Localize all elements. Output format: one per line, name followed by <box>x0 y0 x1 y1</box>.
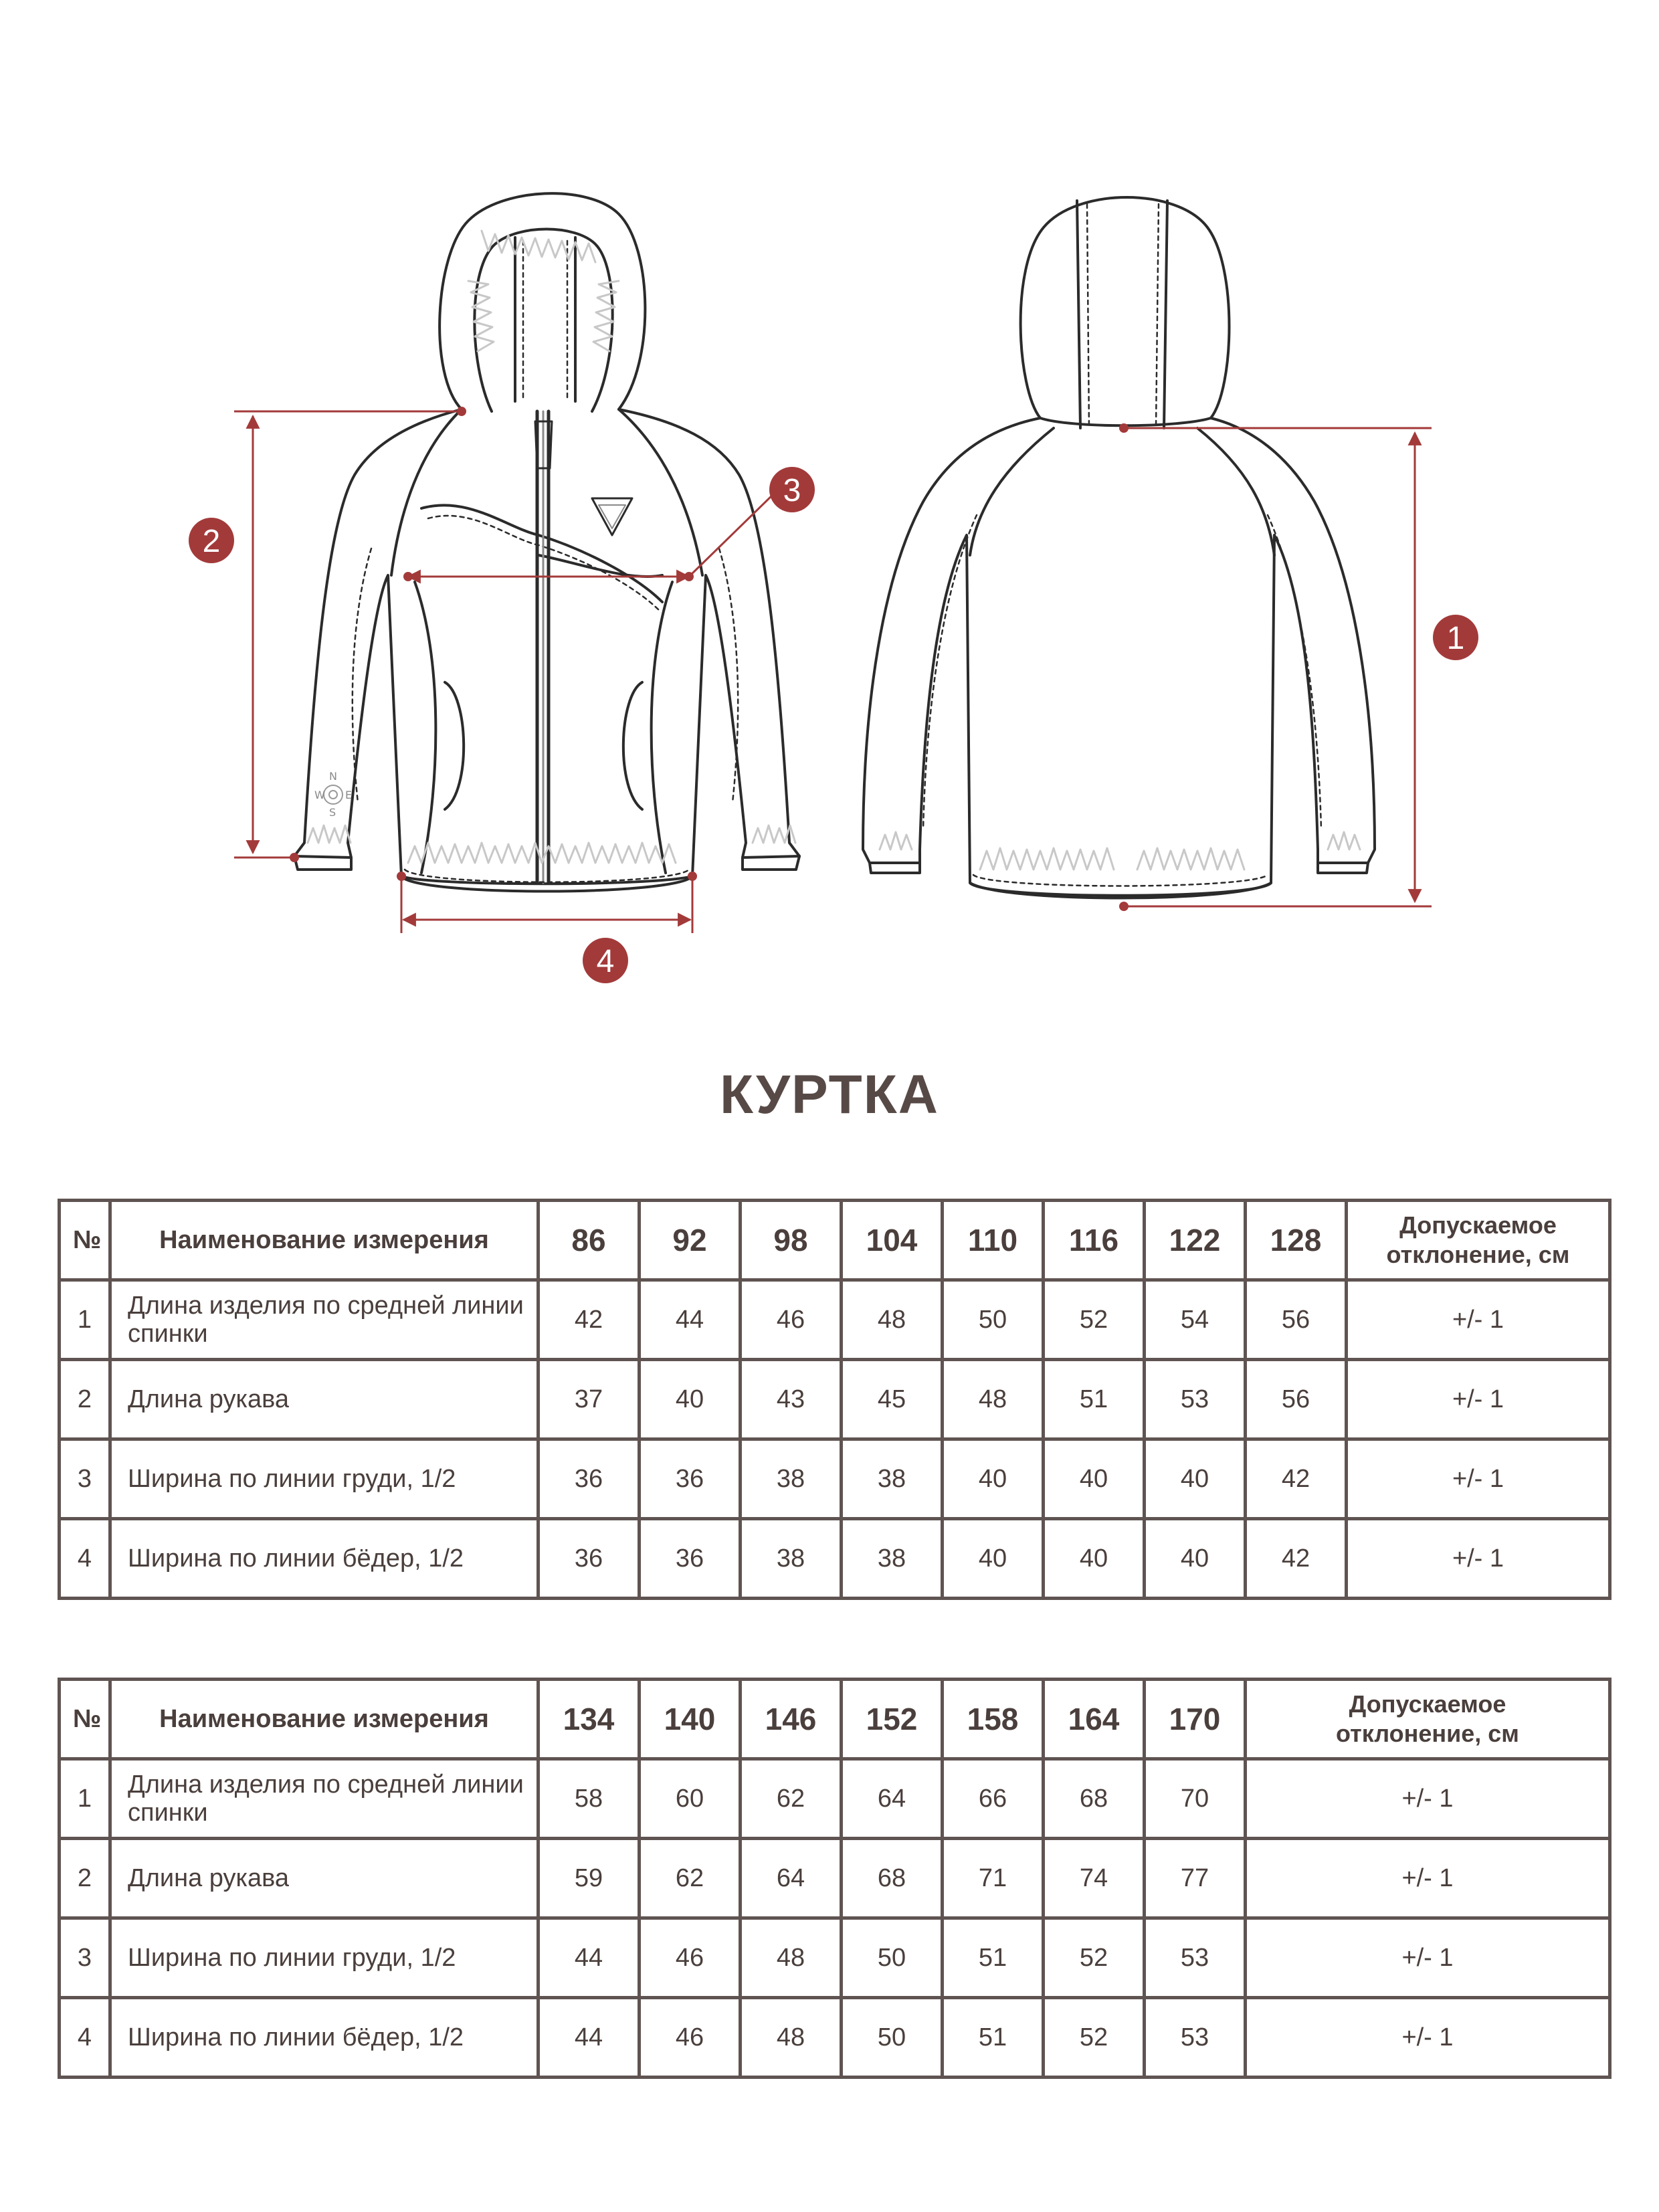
row-value: 46 <box>741 1280 842 1360</box>
row-tolerance: +/- 1 <box>1347 1439 1610 1519</box>
header-size: 140 <box>640 1680 741 1759</box>
row-value: 48 <box>741 1918 842 1998</box>
row-value: 51 <box>943 1918 1044 1998</box>
header-tolerance-line1: Допускаемое <box>1399 1211 1557 1239</box>
header-size: 110 <box>943 1201 1044 1280</box>
header-size: 146 <box>741 1680 842 1759</box>
row-value: 51 <box>1044 1360 1145 1439</box>
row-name: Ширина по линии бёдер, 1/2 <box>110 1998 539 2078</box>
header-size: 152 <box>842 1680 943 1759</box>
row-value: 50 <box>943 1280 1044 1360</box>
header-tolerance <box>1347 1201 1610 1280</box>
row-value: 62 <box>640 1839 741 1918</box>
row-name: Ширина по линии груди, 1/2 <box>110 1439 539 1519</box>
row-value: 53 <box>1145 1998 1246 2078</box>
row-value: 74 <box>1044 1839 1145 1918</box>
row-value: 64 <box>842 1759 943 1839</box>
row-value: 40 <box>943 1519 1044 1599</box>
row-value: 59 <box>539 1839 640 1918</box>
row-value: 68 <box>842 1839 943 1918</box>
size-table-1 <box>58 1199 1612 1600</box>
header-size: 134 <box>539 1680 640 1759</box>
row-value: 52 <box>1044 1280 1145 1360</box>
jacket-technical-sketch <box>0 0 1659 1003</box>
row-value: 54 <box>1145 1280 1246 1360</box>
table-header-row <box>60 1201 1610 1280</box>
row-value: 52 <box>1044 1998 1145 2078</box>
row-value: 52 <box>1044 1918 1145 1998</box>
row-value: 66 <box>943 1759 1044 1839</box>
row-value: 40 <box>640 1360 741 1439</box>
row-value: 42 <box>1246 1439 1347 1519</box>
row-value: 70 <box>1145 1759 1246 1839</box>
row-value: 42 <box>1246 1519 1347 1599</box>
row-value: 40 <box>1044 1439 1145 1519</box>
row-tolerance: +/- 1 <box>1246 1839 1610 1918</box>
header-size: 158 <box>943 1680 1044 1759</box>
table-row <box>60 1519 1610 1599</box>
row-num: 3 <box>60 1918 110 1998</box>
row-value: 36 <box>539 1439 640 1519</box>
row-value: 40 <box>943 1439 1044 1519</box>
svg-text:2: 2 <box>202 524 221 559</box>
row-value: 48 <box>943 1360 1044 1439</box>
header-tolerance-line1: Допускаемое <box>1349 1690 1506 1718</box>
header-tolerance-line2: отклонение, см <box>1336 1720 1519 1747</box>
row-num: 1 <box>60 1759 110 1839</box>
row-value: 50 <box>842 1918 943 1998</box>
row-value: 62 <box>741 1759 842 1839</box>
row-value: 50 <box>842 1998 943 2078</box>
row-value: 38 <box>741 1439 842 1519</box>
table-row <box>60 1360 1610 1439</box>
row-value: 45 <box>842 1360 943 1439</box>
header-size: 122 <box>1145 1201 1246 1280</box>
header-size: 86 <box>539 1201 640 1280</box>
row-value: 38 <box>741 1519 842 1599</box>
row-num: 3 <box>60 1439 110 1519</box>
jacket-back-view <box>863 197 1375 898</box>
table-row <box>60 1998 1610 2078</box>
row-value: 37 <box>539 1360 640 1439</box>
row-value: 44 <box>539 1998 640 2078</box>
header-name: Наименование измерения <box>110 1680 539 1759</box>
row-value: 56 <box>1246 1280 1347 1360</box>
table-row <box>60 1280 1610 1360</box>
row-value: 36 <box>640 1519 741 1599</box>
row-name: Ширина по линии бёдер, 1/2 <box>110 1519 539 1599</box>
marker-1 <box>1433 615 1478 660</box>
row-value: 60 <box>640 1759 741 1839</box>
header-size: 116 <box>1044 1201 1145 1280</box>
row-name: Длина рукава <box>110 1360 539 1439</box>
row-value: 44 <box>539 1918 640 1998</box>
row-num: 4 <box>60 1998 110 2078</box>
svg-text:4: 4 <box>596 944 615 979</box>
marker-4 <box>583 938 628 983</box>
size-table-2 <box>58 1678 1612 2079</box>
row-value: 64 <box>741 1839 842 1918</box>
header-size: 170 <box>1145 1680 1246 1759</box>
row-name: Длина изделия по средней линии спинки <box>110 1759 539 1839</box>
row-value: 40 <box>1145 1519 1246 1599</box>
row-value: 56 <box>1246 1360 1347 1439</box>
row-tolerance: +/- 1 <box>1246 1998 1610 2078</box>
row-value: 40 <box>1044 1519 1145 1599</box>
row-value: 46 <box>640 1918 741 1998</box>
page-title: КУРТКА <box>719 1064 940 1125</box>
compass-w-label: W <box>314 789 325 801</box>
row-tolerance: +/- 1 <box>1347 1519 1610 1599</box>
row-value: 46 <box>640 1998 741 2078</box>
row-num: 4 <box>60 1519 110 1599</box>
header-size: 104 <box>842 1201 943 1280</box>
row-value: 68 <box>1044 1759 1145 1839</box>
row-tolerance: +/- 1 <box>1347 1280 1610 1360</box>
row-value: 51 <box>943 1998 1044 2078</box>
marker-3 <box>769 467 815 512</box>
row-value: 77 <box>1145 1839 1246 1918</box>
table-row <box>60 1839 1610 1918</box>
row-value: 53 <box>1145 1918 1246 1998</box>
row-value: 48 <box>741 1998 842 2078</box>
row-name: Ширина по линии груди, 1/2 <box>110 1918 539 1998</box>
row-value: 53 <box>1145 1360 1246 1439</box>
row-value: 40 <box>1145 1439 1246 1519</box>
header-name: Наименование измерения <box>110 1201 539 1280</box>
row-name: Длина рукава <box>110 1839 539 1918</box>
row-value: 38 <box>842 1439 943 1519</box>
compass-logo <box>314 770 352 819</box>
table-header-row <box>60 1680 1610 1759</box>
table-row <box>60 1759 1610 1839</box>
table-row <box>60 1439 1610 1519</box>
compass-n-label: N <box>329 770 337 783</box>
row-name: Длина изделия по средней линии спинки <box>110 1280 539 1360</box>
row-value: 71 <box>943 1839 1044 1918</box>
header-size: 98 <box>741 1201 842 1280</box>
compass-s-label: S <box>329 806 336 819</box>
row-value: 58 <box>539 1759 640 1839</box>
row-value: 48 <box>842 1280 943 1360</box>
row-tolerance: +/- 1 <box>1347 1360 1610 1439</box>
row-value: 42 <box>539 1280 640 1360</box>
row-value: 38 <box>842 1519 943 1599</box>
header-tolerance <box>1246 1680 1610 1759</box>
row-num: 2 <box>60 1839 110 1918</box>
row-value: 36 <box>539 1519 640 1599</box>
row-value: 43 <box>741 1360 842 1439</box>
header-num: № <box>60 1201 110 1280</box>
marker-2 <box>189 518 234 563</box>
header-size: 164 <box>1044 1680 1145 1759</box>
compass-e-label: E <box>345 789 353 801</box>
table-row <box>60 1918 1610 1998</box>
header-tolerance-line2: отклонение, см <box>1386 1241 1570 1268</box>
row-tolerance: +/- 1 <box>1246 1759 1610 1839</box>
row-num: 2 <box>60 1360 110 1439</box>
svg-text:1: 1 <box>1446 621 1465 656</box>
row-tolerance: +/- 1 <box>1246 1918 1610 1998</box>
row-num: 1 <box>60 1280 110 1360</box>
header-size: 128 <box>1246 1201 1347 1280</box>
header-size: 92 <box>640 1201 741 1280</box>
row-value: 44 <box>640 1280 741 1360</box>
row-value: 36 <box>640 1439 741 1519</box>
header-num: № <box>60 1680 110 1759</box>
svg-text:3: 3 <box>783 473 801 508</box>
